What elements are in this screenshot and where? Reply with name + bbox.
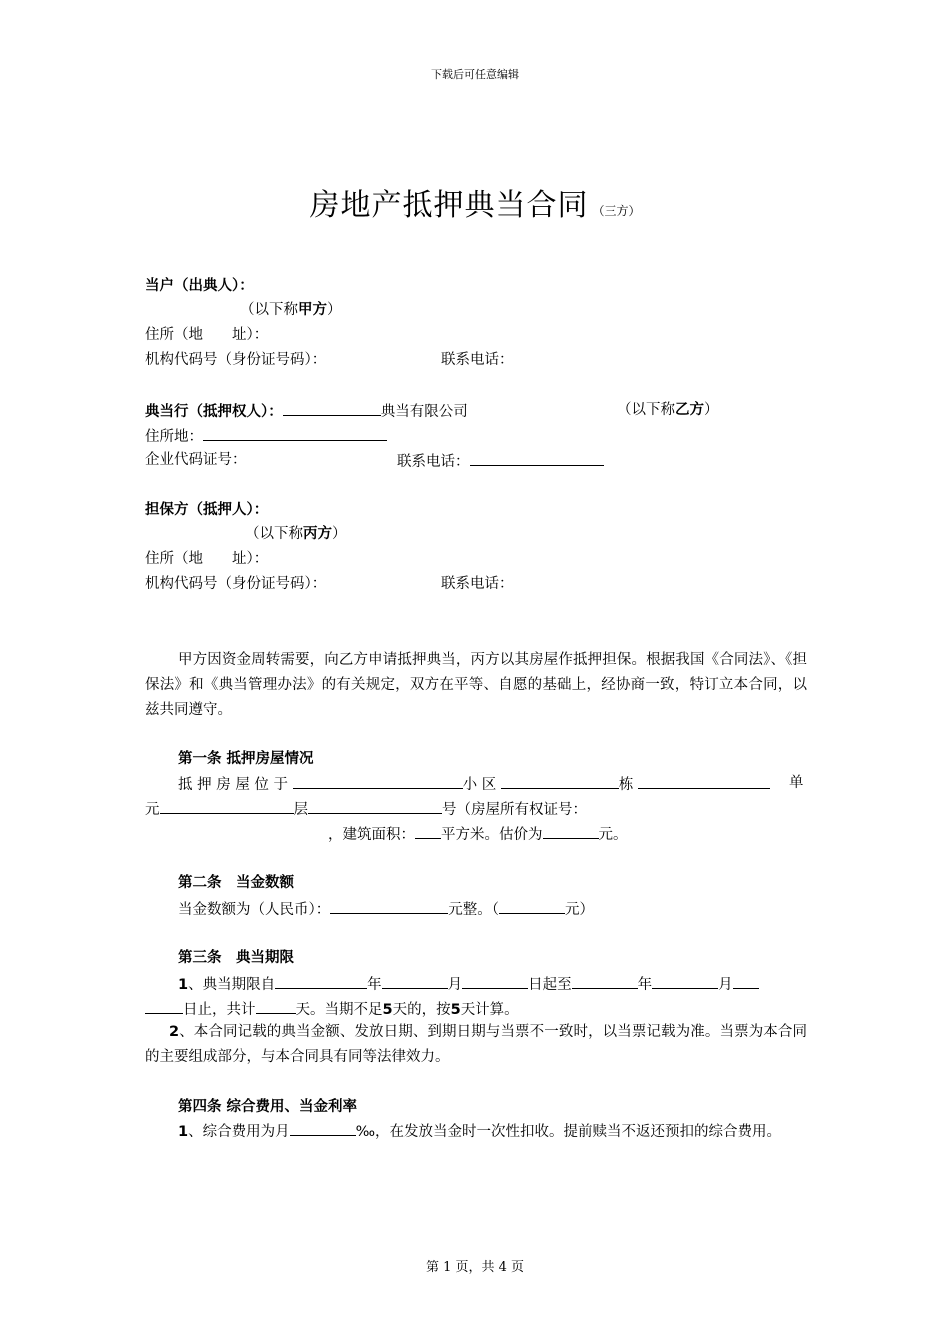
party-b-code-label: 企业代码证号： [145,452,247,468]
art1-cert-label: 号（房屋所有权证号： [442,802,587,818]
party-c-address-label: 住所（地 址）： [145,551,269,567]
article-2-title: 第二条 当金数额 [178,875,294,891]
art1-location-label: 抵 押 房 屋 位 于 [178,777,289,793]
party-a-id-label: 机构代码号（身份证号码）： [145,352,327,368]
art3-start-month-blank[interactable] [382,973,448,989]
party-b-alias-suffix: ） [704,402,719,418]
article-1-line-2 [145,798,587,820]
party-c-phone-label: 联系电话： [441,576,514,592]
page-footer: 第 1 页，共 4 页 [425,1260,525,1275]
party-a-label: 当户（出典人）： [145,278,254,294]
article-4-item-1 [145,1120,807,1145]
art3-year-label-2: 年 [637,977,653,993]
art3-total-days-blank[interactable] [256,998,296,1014]
party-b-company-suffix: 典当有限公司 [380,404,468,420]
art3-to-label: 日起至 [528,977,572,993]
art1-unit-blank[interactable] [160,798,294,814]
art3-start-year-blank[interactable] [275,973,367,989]
party-a-alias-name: 甲方 [298,302,327,318]
article-2-line [178,898,594,920]
party-c-alias-prefix: （以下称 [245,526,303,542]
party-a-phone-label: 联系电话： [441,352,514,368]
art3-start-day-blank[interactable] [462,973,528,989]
art3-end-day-blank-a[interactable] [733,973,759,989]
party-b-name-blank[interactable] [283,400,381,416]
art1-valuation-label: 平方米。估价为 [441,827,543,843]
art3-end-year-blank[interactable] [572,973,638,989]
art1-valuation-unit: 元。 [598,827,628,843]
art2-amount-words-blank[interactable] [330,898,448,914]
party-c-label: 担保方（抵押人）： [145,502,269,518]
document-title: 房地产抵押典当合同 [309,188,589,223]
party-b-line [145,400,468,422]
art1-community-blank[interactable] [501,773,619,789]
party-b-label: 典当行（抵押权人）： [145,404,283,420]
art3-month-label-1: 月 [447,977,463,993]
party-b-address-label: 住所地： [145,429,203,445]
article-3-line-1 [178,973,759,995]
article-3-title: 第三条 典当期限 [178,950,294,966]
header-note: 下载后可任意编辑 [431,68,519,81]
party-b-alias-prefix: （以下称 [617,402,675,418]
art3-end-day-blank-b[interactable] [145,998,183,1014]
art1-valuation-blank[interactable] [543,823,599,839]
party-a-alias-suffix: ） [327,302,342,318]
article-4-title: 第四条 综合费用、当金利率 [178,1099,358,1115]
party-b-phone-line [397,450,604,472]
article-1-line-1 [178,773,770,795]
article-3-item-2 [145,1020,807,1070]
art3-rule-c: 天计算。 [460,1002,519,1018]
art4-fee-text: ‰，在发放当金时一次性扣收。提前赎当不返还预扣的综合费用。 [355,1124,782,1140]
party-b-alias-name: 乙方 [675,402,704,418]
art1-floor-blank[interactable] [308,798,442,814]
art2-amount-suffix: 元整。（ [448,902,499,918]
article-1-line-3 [328,823,628,845]
art3-item-2-number: 2 [169,1024,180,1040]
party-a-address-label: 住所（地 址）： [145,327,269,343]
art1-building-blank[interactable] [638,773,770,789]
art1-unit-label-b: 元 [145,802,160,818]
article-3-line-2 [145,998,519,1020]
art2-amount-unit: 元） [565,902,594,918]
article-1-title: 第一条 抵押房屋情况 [178,751,314,767]
art3-five-a: 5 [382,1002,393,1018]
art3-month-label-2: 月 [718,977,733,993]
art3-year-label-1: 年 [367,977,382,993]
art4-fee-blank[interactable] [290,1120,356,1136]
art1-unit-label-a: 单 [789,775,804,791]
party-b-address-line [145,425,387,447]
party-c-alias-suffix: ） [332,526,347,542]
document-title-sub: （三方） [592,204,641,218]
art1-building-label: 栋 [618,777,634,793]
art4-fee-label: 、综合费用为月 [188,1124,290,1140]
art4-item-1-number: 1 [178,1124,189,1140]
art2-amount-label: 当金数额为（人民币）： [178,902,331,918]
party-a-alias-prefix: （以下称 [240,302,298,318]
art3-item-1-number: 1 [178,977,189,993]
party-b-phone-label: 联系电话： [397,454,470,470]
preamble-paragraph: 甲方因资金周转需要，向乙方申请抵押典当，丙方以其房屋作抵押担保。根据我国《合同法》、《担保法》和《典当管理办法》的有关规定，双方在平等、自愿的基础上，经协商一致，特订立本合同，以兹共同遵守。 [145,652,807,718]
art1-area-blank[interactable] [415,823,441,839]
art3-rule-b: 天的，按 [392,1002,451,1018]
art1-floor-label: 层 [293,802,308,818]
party-c-alias-name: 丙方 [303,526,332,542]
art3-end-month-blank[interactable] [652,973,718,989]
party-b-phone-blank[interactable] [470,450,604,466]
art2-amount-number-blank[interactable] [499,898,565,914]
party-c-alias [245,524,347,544]
party-b-alias [617,400,719,420]
document-title-block [0,180,950,224]
art3-five-b: 5 [450,1002,461,1018]
art3-from-label: 、典当期限自 [188,977,276,993]
art3-total-label: 日止，共计 [183,1002,256,1018]
party-b-address-blank[interactable] [203,425,387,441]
party-c-id-label: 机构代码号（身份证号码）： [145,576,327,592]
art3-item-2-text: 、本合同记载的典当金额、发放日期、到期日期与当票不一致时，以当票记载为准。当票为本合同的主要组成部分，与本合同具有同等法律效力。 [145,1024,807,1065]
party-a-alias [240,300,342,320]
art1-area-label: ，建筑面积： [328,827,415,843]
art1-location-blank[interactable] [293,773,463,789]
art3-rule-a: 天。当期不足 [295,1002,383,1018]
art1-community-label: 小 区 [462,777,497,793]
